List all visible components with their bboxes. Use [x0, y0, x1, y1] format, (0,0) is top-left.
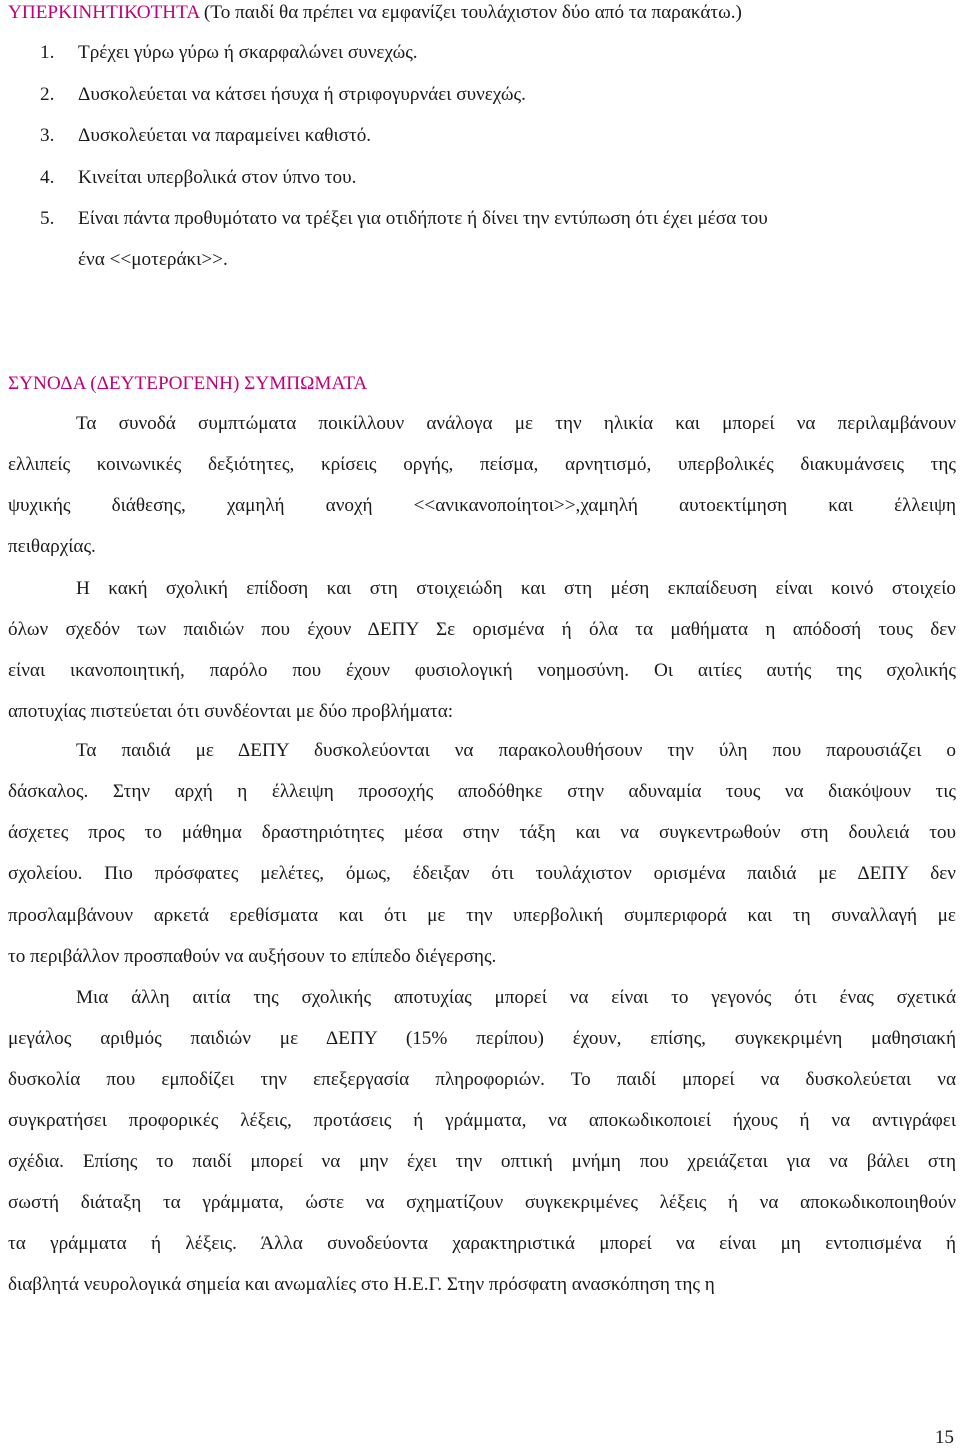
paragraph-line: σχολείου. Πιο πρόσφατες μελέτες, όμως, έδειξαν ότι τουλάχιστον ορισμένα παιδιά με ΔΕΠΥ δεν	[8, 863, 956, 884]
paragraph-line: άσχετες προς το μάθημα δραστηριότητες μέσα στην τάξη και να συγκεντρωθούν στη δουλειά του	[8, 822, 956, 843]
list-item-text: Δυσκολεύεται να παραμείνει καθιστό.	[78, 125, 372, 146]
paragraph-line: διαβλητά νευρολογικά σημεία και ανωμαλίες στο Η.Ε.Γ. Στην πρόσφατη ανασκόπηση της η	[8, 1274, 715, 1295]
hyperactivity-heading-line	[8, 0, 956, 26]
paragraph-line: προσλαμβάνουν αρκετά ερεθίσματα και ότι με την υπερβολική συμπεριφορά και τη συναλλαγή με	[8, 905, 956, 926]
paragraph-line: Μια άλλη αιτία της σχολικής αποτυχίας μπορεί να είναι το γεγονός ότι ένας σχετικά	[76, 987, 956, 1008]
list-item	[40, 40, 956, 66]
paragraph-line: συγκρατήσει προφορικές λέξεις, προτάσεις ή γράμματα, να αποκωδικοποιεί ήχους ή να αντιγράφει	[8, 1110, 956, 1131]
paragraph-line: Τα συνοδά συμπτώματα ποικίλλουν ανάλογα με την ηλικία και μπορεί να περιλαμβάνουν	[76, 413, 956, 434]
section-title-hyperactivity: ΥΠΕΡΚΙΝΗΤΙΚΟΤΗΤΑ	[8, 2, 200, 23]
paragraph-line: σωστή διάταξη τα γράμματα, ώστε να σχηματίζουν συγκεκριμένες λέξεις ή να αποκωδικοποιηθούν	[8, 1192, 956, 1213]
list-item	[40, 165, 956, 191]
paragraph-line: Η κακή σχολική επίδοση και στη στοιχειώδη και στη μέση εκπαίδευση είναι κοινό στοιχείο	[76, 578, 956, 599]
paragraph-line: δάσκαλος. Στην αρχή η έλλειψη προσοχής αποδόθηκε στην αδυναμία τους να διακόψουν τις	[8, 781, 956, 802]
paragraph-line: ελλιπείς κοινωνικές δεξιότητες, κρίσεις οργής, πείσμα, αρνητισμό, υπερβολικές διακυμάνσεις της	[8, 454, 956, 475]
list-item-number: 4.	[40, 167, 55, 188]
list-item-text: Τρέχει γύρω γύρω ή σκαρφαλώνει συνεχώς.	[78, 42, 418, 63]
paragraph-line: πειθαρχίας.	[8, 536, 96, 557]
paragraph-line: ψυχικής διάθεσης, χαμηλή ανοχή <<ανικανοποίητοι>>,χαμηλή αυτοεκτίμηση και έλλειψη	[8, 495, 956, 516]
list-item-text: Κινείται υπερβολικά στον ύπνο του.	[78, 167, 357, 188]
section-title-associated-symptoms: ΣΥΝΟΔΑ (ΔΕΥΤΕΡΟΓΕΝΗ) ΣΥΜΠΩΜΑΤΑ	[8, 373, 368, 394]
list-item	[40, 123, 956, 149]
list-item-number: 3.	[40, 125, 55, 146]
paragraph-line: το περιβάλλον προσπαθούν να αυξήσουν το επίπεδο διέγερσης.	[8, 946, 497, 967]
list-item-number: 2.	[40, 84, 55, 105]
list-item-continuation: ένα <<μοτεράκι>>.	[78, 249, 228, 270]
paragraph-line: τα γράμματα ή λέξεις. Άλλα συνοδεύοντα χαρακτηριστικά μπορεί να είναι μη εντοπισμένα ή	[8, 1233, 956, 1254]
paragraph-line: Τα παιδιά με ΔΕΠΥ δυσκολεύονται να παρακολουθήσουν την ύλη που παρουσιάζει ο	[76, 740, 956, 761]
section-note: (Το παιδί θα πρέπει να εμφανίζει τουλάχιστον δύο από τα παρακάτω.)	[203, 2, 742, 23]
list-item-number: 5.	[40, 208, 55, 229]
paragraph-line: είναι ικανοποιητική, παρόλο που έχουν φυσιολογική νοημοσύνη. Οι αιτίες αυτής της σχολικής	[8, 660, 956, 681]
paragraph-line: όλων σχεδόν των παιδιών που έχουν ΔΕΠΥ Σε ορισμένα ή όλα τα μαθήματα η απόδοσή τους δεν	[8, 619, 956, 640]
list-item	[40, 82, 956, 108]
paragraph-line: μεγάλος αριθμός παιδιών με ΔΕΠΥ (15% περίπου) έχουν, επίσης, συγκεκριμένη μαθησιακή	[8, 1028, 956, 1049]
page-number: 15	[934, 1427, 954, 1448]
list-item-text: Δυσκολεύεται να κάτσει ήσυχα ή στριφογυρνάει συνεχώς.	[78, 84, 526, 105]
list-item-text: Είναι πάντα προθυμότατο να τρέξει για οτιδήποτε ή δίνει την εντύπωση ότι έχει μέσα του	[78, 208, 768, 229]
list-item-number: 1.	[40, 42, 55, 63]
paragraph-line: δυσκολία που εμποδίζει την επεξεργασία πληροφοριών. Το παιδί μπορεί να δυσκολεύεται να	[8, 1069, 956, 1090]
paragraph-line: αποτυχίας πιστεύεται ότι συνδέονται με δύο προβλήματα:	[8, 701, 454, 722]
paragraph-line: σχέδια. Επίσης το παιδί μπορεί να μην έχει την οπτική μνήμη που χρειάζεται για να βάλει στη	[8, 1151, 956, 1172]
list-item	[40, 206, 956, 232]
